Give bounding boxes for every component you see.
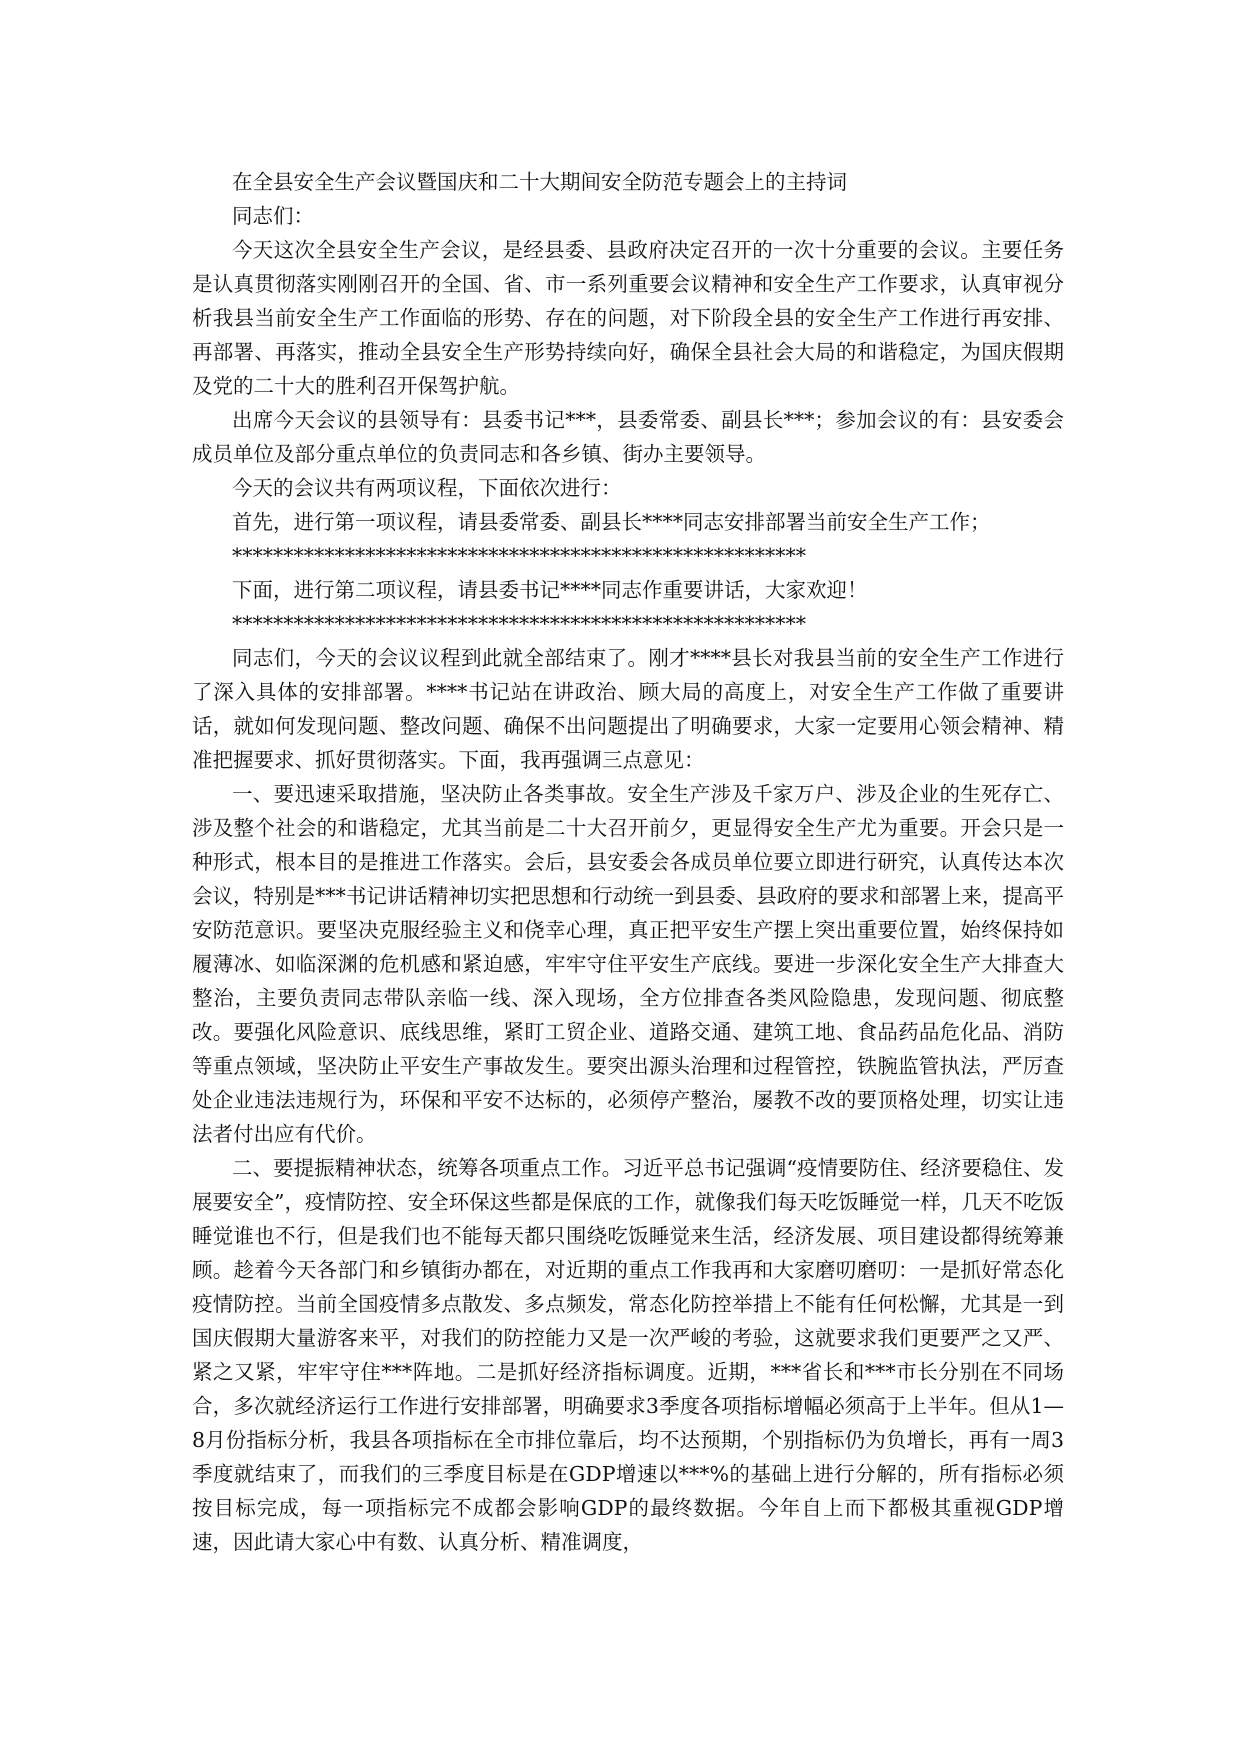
paragraph-agenda-item-2: 下面，进行第二项议程，请县委书记****同志作重要讲话，大家欢迎！ xyxy=(232,578,868,602)
paragraph-intro: 今天这次全县安全生产会议，是经县委、县政府决定召开的一次十分重要的会议。主要任务是认真贯彻落实刚刚召开的全国、省、市一系列重要会议精神和安全生产工作要求，认真审视分析我县当前安全生产工作面临的形势、存在的问题，对下阶段全县的安全生产工作进行再安排、再部署、再落实，推动全县安全生产形势持续向好，确保全县社会大局的和谐稳定，为国庆假期及党的二十大的胜利召开保驾护航。 xyxy=(192,238,1064,398)
paragraph-agenda: 今天的会议共有两项议程，下面依次进行： xyxy=(232,476,622,500)
document-title: 在全县安全生产会议暨国庆和二十大期间安全防范专题会上的主持词 xyxy=(232,170,847,194)
paragraph-point-1: 一、要迅速采取措施，坚决防止各类事故。安全生产涉及千家万户、涉及企业的生死存亡、涉及整个社会的和谐稳定，尤其当前是二十大召开前夕，更显得安全生产尤为重要。开会只是一种形式，根本目的是推进工作落实。会后，县安委会各成员单位要立即进行研究，认真传达本次会议，特别是***书记讲话精神切实把思想和行动统一到县委、县政府的要求和部署上来，提高平安防范意识。要坚决克服经验主义和侥幸心理，真正把平安生产摆上突出重要位置，始终保持如履薄冰、如临深渊的危机感和紧迫感，牢牢守住平安生产底线。要进一步深化安全生产大排查大整治，主要负责同志带队亲临一线、深入现场，全方位排查各类风险隐患，发现问题、彻底整改。要强化风险意识、底线思维，紧盯工贸企业、道路交通、建筑工地、食品药品危化品、消防等重点领域，坚决防止平安生产事故发生。要突出源头治理和过程管控，铁腕监管执法，严厉查处企业违法违规行为，环保和平安不达标的，必须停产整治，屡教不改的要顶格处理，切实让违法者付出应有代价。 xyxy=(192,782,1064,1146)
separator-line: ******************************************************** xyxy=(232,612,806,636)
document-body xyxy=(192,165,1064,1559)
separator-line: ******************************************************** xyxy=(232,544,806,568)
paragraph-attendees: 出席今天会议的县领导有：县委书记***，县委常委、副县长***；参加会议的有：县安委会成员单位及部分重点单位的负责同志和各乡镇、街办主要领导。 xyxy=(192,408,1064,466)
paragraph-agenda-item-1: 首先，进行第一项议程，请县委常委、副县长****同志安排部署当前安全生产工作； xyxy=(232,510,991,534)
paragraph-point-2: 二、要提振精神状态，统筹各项重点工作。习近平总书记强调“疫情要防住、经济要稳住、发展要安全”，疫情防控、安全环保这些都是保底的工作，就像我们每天吃饭睡觉一样，几天不吃饭睡觉谁也不行，但是我们也不能每天都只围绕吃饭睡觉来生活，经济发展、项目建设都得统筹兼顾。趁着今天各部门和乡镇街办都在，对近期的重点工作我再和大家磨叨磨叨：一是抓好常态化疫情防控。当前全国疫情多点散发、多点频发，常态化防控举措上不能有任何松懈，尤其是一到国庆假期大量游客来平，对我们的防控能力又是一次严峻的考验，这就要求我们更要严之又严、紧之又紧，牢牢守住***阵地。二是抓好经济指标调度。近期，***省长和***市长分别在不同场合，多次就经济运行工作进行安排部署，明确要求3季度各项指标增幅必须高于上半年。但从1—8月份指标分析，我县各项指标在全市排位靠后，均不达预期，个别指标仍为负增长，再有一周3季度就结束了，而我们的三季度目标是在GDP增速以***%的基础上进行分解的，所有指标必须按目标完成，每一项指标完不成都会影响GDP的最终数据。今年自上而下都极其重视GDP增速，因此请大家心中有数、认真分析、精准调度， xyxy=(192,1156,1064,1554)
salutation: 同志们： xyxy=(232,204,314,228)
paragraph-closing: 同志们，今天的会议议程到此就全部结束了。刚才****县长对我县当前的安全生产工作进行了深入具体的安排部署。****书记站在讲政治、顾大局的高度上，对安全生产工作做了重要讲话，就如何发现问题、整改问题、确保不出问题提出了明确要求，大家一定要用心领会精神、精准把握要求、抓好贯彻落实。下面，我再强调三点意见： xyxy=(192,646,1064,772)
